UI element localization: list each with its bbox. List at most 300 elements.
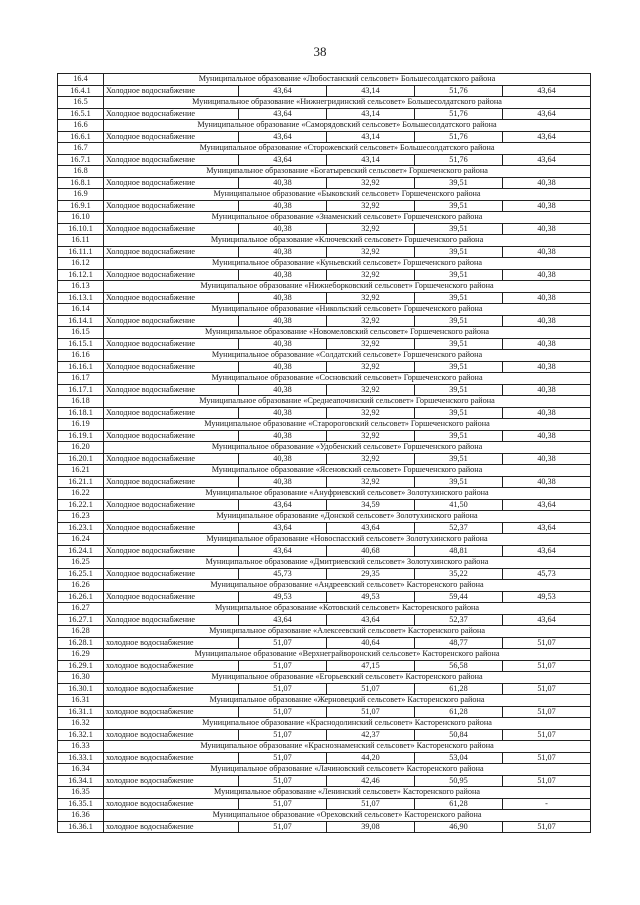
row-code: 16.34.1: [58, 775, 104, 787]
municipality-title: Муниципальное образование «Лачиновский сельсовет» Касторенского района: [104, 764, 591, 776]
municipality-title: Муниципальное образование «Ясеновский сельсовет» Горшеченского района: [104, 465, 591, 477]
section-code: 16.23: [58, 511, 104, 523]
municipality-row: [58, 649, 591, 661]
row-code: 16.32.1: [58, 729, 104, 741]
row-code: 16.12.1: [58, 269, 104, 281]
tariff-value: 32,92: [327, 292, 415, 304]
tariff-value: 51,07: [239, 637, 327, 649]
tariff-row: [58, 706, 591, 718]
municipality-title: Муниципальное образование «Новоспасский сельсовет» Золотухинского района: [104, 534, 591, 546]
tariff-value: 29,35: [327, 568, 415, 580]
tariff-row: [58, 752, 591, 764]
municipality-title: Муниципальное образование «Ленинский сельсовет» Касторенского района: [104, 787, 591, 799]
tariff-value: 43,64: [503, 614, 591, 626]
municipality-row: [58, 350, 591, 362]
service-name: Холодное водоснабжение: [104, 246, 239, 258]
municipality-row: [58, 189, 591, 201]
municipality-row: [58, 281, 591, 293]
tariff-value: 32,92: [327, 200, 415, 212]
municipality-row: [58, 166, 591, 178]
service-name: Холодное водоснабжение: [104, 223, 239, 235]
tariff-value: 32,92: [327, 407, 415, 419]
row-code: 16.21.1: [58, 476, 104, 488]
municipality-title: Муниципальное образование «Донской сельсовет» Золотухинского района: [104, 511, 591, 523]
service-name: Холодное водоснабжение: [104, 108, 239, 120]
municipality-row: [58, 511, 591, 523]
municipality-row: [58, 212, 591, 224]
row-code: 16.36.1: [58, 821, 104, 833]
tariff-value: 40,38: [503, 177, 591, 189]
section-code: 16.9: [58, 189, 104, 201]
tariff-row: [58, 292, 591, 304]
tariff-value: 51,07: [503, 637, 591, 649]
tariff-value: 39,51: [415, 315, 503, 327]
tariff-value: 40,38: [239, 269, 327, 281]
section-code: 16.19: [58, 419, 104, 431]
tariff-row: [58, 131, 591, 143]
service-name: холодное водоснабжение: [104, 821, 239, 833]
tariff-row: [58, 177, 591, 189]
tariff-value: 40,38: [503, 361, 591, 373]
tariff-value: 40,38: [239, 384, 327, 396]
municipality-title: Муниципальное образование «Богатыревский сельсовет» Горшеченского района: [104, 166, 591, 178]
section-code: 16.12: [58, 258, 104, 270]
tariff-value: 32,92: [327, 223, 415, 235]
row-code: 16.23.1: [58, 522, 104, 534]
tariff-value: 51,76: [415, 154, 503, 166]
row-code: 16.33.1: [58, 752, 104, 764]
municipality-title: Муниципальное образование «Алексеевский сельсовет» Касторенского района: [104, 626, 591, 638]
municipality-title: Муниципальное образование «Новомеловский сельсовет» Горшеченского района: [104, 327, 591, 339]
row-code: 16.9.1: [58, 200, 104, 212]
tariff-row: [58, 798, 591, 810]
tariff-row: [58, 85, 591, 97]
municipality-title: Муниципальное образование «Дмитриевский сельсовет» Золотухинского района: [104, 557, 591, 569]
section-code: 16.15: [58, 327, 104, 339]
municipality-title: Муниципальное образование «Ануфриевский сельсовет» Золотухинского района: [104, 488, 591, 500]
tariff-value: 40,38: [239, 453, 327, 465]
tariff-value: 40,38: [503, 430, 591, 442]
tariff-row: [58, 453, 591, 465]
tariff-value: 51,07: [239, 752, 327, 764]
tariff-value: 39,51: [415, 292, 503, 304]
row-code: 16.8.1: [58, 177, 104, 189]
section-code: 16.36: [58, 810, 104, 822]
tariff-value: 39,51: [415, 430, 503, 442]
tariff-value: 43,64: [239, 85, 327, 97]
tariff-value: 45,73: [503, 568, 591, 580]
tariff-value: 43,64: [239, 545, 327, 557]
tariff-row: [58, 568, 591, 580]
tariff-row: [58, 154, 591, 166]
municipality-title: Муниципальное образование «Ключевский сельсовет» Горшеченского района: [104, 235, 591, 247]
section-code: 16.18: [58, 396, 104, 408]
tariff-value: 51,07: [327, 706, 415, 718]
service-name: Холодное водоснабжение: [104, 453, 239, 465]
service-name: Холодное водоснабжение: [104, 476, 239, 488]
municipality-title: Муниципальное образование «Жерновецкий сельсовет» Касторенского района: [104, 695, 591, 707]
tariff-value: 50,95: [415, 775, 503, 787]
tariff-value: 51,07: [327, 683, 415, 695]
tariff-row: [58, 384, 591, 396]
row-code: 16.31.1: [58, 706, 104, 718]
service-name: Холодное водоснабжение: [104, 407, 239, 419]
municipality-row: [58, 603, 591, 615]
tariff-value: 49,53: [327, 591, 415, 603]
tariff-value: 32,92: [327, 269, 415, 281]
tariff-value: 43,64: [239, 154, 327, 166]
row-code: 16.17.1: [58, 384, 104, 396]
service-name: холодное водоснабжение: [104, 752, 239, 764]
tariff-value: 61,28: [415, 706, 503, 718]
tariff-value: 39,51: [415, 200, 503, 212]
municipality-title: Муниципальное образование «Никольский сельсовет» Горшеченского района: [104, 304, 591, 316]
tariff-row: [58, 269, 591, 281]
service-name: Холодное водоснабжение: [104, 430, 239, 442]
service-name: Холодное водоснабжение: [104, 200, 239, 212]
tariff-value: 43,64: [239, 499, 327, 511]
municipality-title: Муниципальное образование «Ореховский сельсовет» Касторенского района: [104, 810, 591, 822]
section-code: 16.5: [58, 97, 104, 109]
service-name: Холодное водоснабжение: [104, 522, 239, 534]
tariff-row: [58, 660, 591, 672]
tariff-row: [58, 614, 591, 626]
section-code: 16.32: [58, 718, 104, 730]
service-name: холодное водоснабжение: [104, 729, 239, 741]
row-code: 16.6.1: [58, 131, 104, 143]
tariff-value: 39,51: [415, 361, 503, 373]
tariff-value: 61,28: [415, 683, 503, 695]
tariff-value: 32,92: [327, 338, 415, 350]
tariff-value: 51,07: [503, 660, 591, 672]
tariff-row: [58, 637, 591, 649]
tariff-row: [58, 522, 591, 534]
tariff-value: 32,92: [327, 453, 415, 465]
tariff-value: 43,64: [503, 154, 591, 166]
service-name: холодное водоснабжение: [104, 660, 239, 672]
tariff-value: -: [503, 798, 591, 810]
tariff-value: 59,44: [415, 591, 503, 603]
tariff-value: 42,37: [327, 729, 415, 741]
tariff-value: 40,38: [239, 430, 327, 442]
tariff-value: 40,38: [503, 223, 591, 235]
tariff-value: 48,81: [415, 545, 503, 557]
tariff-value: 51,07: [239, 798, 327, 810]
section-code: 16.21: [58, 465, 104, 477]
tariff-value: 35,22: [415, 568, 503, 580]
tariff-row: [58, 338, 591, 350]
tariff-value: 51,07: [239, 775, 327, 787]
row-code: 16.28.1: [58, 637, 104, 649]
tariff-value: 34,59: [327, 499, 415, 511]
tariff-value: 41,50: [415, 499, 503, 511]
tariff-value: 43,14: [327, 131, 415, 143]
section-code: 16.34: [58, 764, 104, 776]
municipality-row: [58, 419, 591, 431]
tariff-value: 40,68: [327, 545, 415, 557]
tariff-value: 40,38: [503, 407, 591, 419]
section-code: 16.14: [58, 304, 104, 316]
section-code: 16.16: [58, 350, 104, 362]
service-name: Холодное водоснабжение: [104, 154, 239, 166]
section-code: 16.26: [58, 580, 104, 592]
municipality-title: Муниципальное образование «Нижнегридинский сельсовет» Большесолдатского района: [104, 97, 591, 109]
section-code: 16.22: [58, 488, 104, 500]
tariff-value: 49,53: [239, 591, 327, 603]
service-name: холодное водоснабжение: [104, 775, 239, 787]
tariff-row: [58, 407, 591, 419]
municipality-title: Муниципальное образование «Солдатский сельсовет» Горшеченского района: [104, 350, 591, 362]
tariff-table: [57, 73, 591, 833]
service-name: Холодное водоснабжение: [104, 338, 239, 350]
tariff-value: 40,38: [503, 338, 591, 350]
tariff-value: 32,92: [327, 430, 415, 442]
municipality-title: Муниципальное образование «Саморядовский сельсовет» Большесолдатского района: [104, 120, 591, 132]
municipality-row: [58, 74, 591, 86]
tariff-row: [58, 315, 591, 327]
service-name: Холодное водоснабжение: [104, 177, 239, 189]
municipality-row: [58, 465, 591, 477]
tariff-value: 43,64: [503, 545, 591, 557]
tariff-value: 32,92: [327, 246, 415, 258]
section-code: 16.11: [58, 235, 104, 247]
service-name: холодное водоснабжение: [104, 798, 239, 810]
row-code: 16.10.1: [58, 223, 104, 235]
section-code: 16.10: [58, 212, 104, 224]
service-name: Холодное водоснабжение: [104, 269, 239, 281]
municipality-row: [58, 97, 591, 109]
tariff-value: 51,07: [503, 752, 591, 764]
municipality-title: Муниципальное образование «Сторожевский сельсовет» Большесолдатского района: [104, 143, 591, 155]
tariff-row: [58, 476, 591, 488]
tariff-value: 40,38: [503, 200, 591, 212]
row-code: 16.5.1: [58, 108, 104, 120]
municipality-row: [58, 373, 591, 385]
tariff-value: 49,53: [503, 591, 591, 603]
tariff-value: 39,51: [415, 384, 503, 396]
municipality-title: Муниципальное образование «Котовский сельсовет» Касторенского района: [104, 603, 591, 615]
tariff-value: 51,07: [327, 798, 415, 810]
tariff-value: 40,38: [239, 476, 327, 488]
row-code: 16.13.1: [58, 292, 104, 304]
municipality-row: [58, 672, 591, 684]
municipality-row: [58, 327, 591, 339]
tariff-value: 42,46: [327, 775, 415, 787]
service-name: холодное водоснабжение: [104, 706, 239, 718]
tariff-value: 43,64: [239, 131, 327, 143]
row-code: 16.30.1: [58, 683, 104, 695]
municipality-row: [58, 258, 591, 270]
tariff-value: 52,37: [415, 614, 503, 626]
tariff-value: 52,37: [415, 522, 503, 534]
tariff-value: 39,51: [415, 476, 503, 488]
row-code: 16.26.1: [58, 591, 104, 603]
municipality-row: [58, 120, 591, 132]
municipality-row: [58, 143, 591, 155]
tariff-value: 39,51: [415, 269, 503, 281]
tariff-value: 48,77: [415, 637, 503, 649]
tariff-value: 51,07: [503, 683, 591, 695]
tariff-value: 40,38: [239, 407, 327, 419]
tariff-value: 40,38: [239, 292, 327, 304]
tariff-value: 32,92: [327, 315, 415, 327]
tariff-value: 40,38: [239, 361, 327, 373]
tariff-value: 51,07: [239, 660, 327, 672]
tariff-value: 40,38: [503, 315, 591, 327]
municipality-title: Муниципальное образование «Егорьевский сельсовет» Касторенского района: [104, 672, 591, 684]
municipality-title: Муниципальное образование «Среднеапочинский сельсовет» Горшеченского района: [104, 396, 591, 408]
tariff-value: 51,07: [503, 775, 591, 787]
tariff-value: 43,64: [503, 85, 591, 97]
tariff-row: [58, 775, 591, 787]
tariff-row: [58, 591, 591, 603]
municipality-title: Муниципальное образование «Удобенский сельсовет» Горшеченского района: [104, 442, 591, 454]
service-name: Холодное водоснабжение: [104, 568, 239, 580]
section-code: 16.25: [58, 557, 104, 569]
municipality-row: [58, 235, 591, 247]
municipality-row: [58, 764, 591, 776]
tariff-row: [58, 108, 591, 120]
municipality-title: Муниципальное образование «Нижнеборковский сельсовет» Горшеченского района: [104, 281, 591, 293]
section-code: 16.17: [58, 373, 104, 385]
tariff-value: 43,64: [327, 614, 415, 626]
tariff-value: 43,64: [503, 522, 591, 534]
tariff-value: 51,07: [503, 706, 591, 718]
service-name: Холодное водоснабжение: [104, 85, 239, 97]
section-code: 16.13: [58, 281, 104, 293]
tariff-value: 43,64: [239, 614, 327, 626]
tariff-value: 40,38: [503, 384, 591, 396]
tariff-row: [58, 729, 591, 741]
service-name: Холодное водоснабжение: [104, 614, 239, 626]
section-code: 16.35: [58, 787, 104, 799]
tariff-value: 44,20: [327, 752, 415, 764]
row-code: 16.15.1: [58, 338, 104, 350]
tariff-row: [58, 223, 591, 235]
tariff-value: 32,92: [327, 384, 415, 396]
tariff-value: 40,38: [239, 246, 327, 258]
section-code: 16.29: [58, 649, 104, 661]
tariff-value: 43,64: [503, 499, 591, 511]
section-code: 16.7: [58, 143, 104, 155]
tariff-value: 40,38: [503, 246, 591, 258]
municipality-title: Муниципальное образование «Краснознаменский сельсовет» Касторенского района: [104, 741, 591, 753]
municipality-title: Муниципальное образование «Андреевский сельсовет» Касторенского района: [104, 580, 591, 592]
tariff-row: [58, 200, 591, 212]
service-name: Холодное водоснабжение: [104, 384, 239, 396]
municipality-title: Муниципальное образование «Верхнеграйворонский сельсовет» Касторенского района: [104, 649, 591, 661]
section-code: 16.31: [58, 695, 104, 707]
service-name: Холодное водоснабжение: [104, 499, 239, 511]
section-code: 16.20: [58, 442, 104, 454]
tariff-value: 43,64: [327, 522, 415, 534]
row-code: 16.18.1: [58, 407, 104, 419]
row-code: 16.35.1: [58, 798, 104, 810]
service-name: Холодное водоснабжение: [104, 591, 239, 603]
tariff-row: [58, 545, 591, 557]
municipality-title: Муниципальное образование «Быковский сельсовет» Горшеченского района: [104, 189, 591, 201]
tariff-value: 51,76: [415, 108, 503, 120]
municipality-title: Муниципальное образование «Краснодолинский сельсовет» Касторенского района: [104, 718, 591, 730]
tariff-value: 32,92: [327, 177, 415, 189]
tariff-value: 40,38: [503, 476, 591, 488]
section-code: 16.33: [58, 741, 104, 753]
tariff-value: 39,51: [415, 453, 503, 465]
section-code: 16.6: [58, 120, 104, 132]
tariff-value: 51,07: [239, 683, 327, 695]
municipality-title: Муниципальное образование «Любостанский сельсовет» Большесолдатского района: [104, 74, 591, 86]
tariff-value: 39,51: [415, 246, 503, 258]
tariff-value: 40,38: [239, 177, 327, 189]
municipality-row: [58, 534, 591, 546]
row-code: 16.14.1: [58, 315, 104, 327]
tariff-value: 39,51: [415, 223, 503, 235]
tariff-value: 51,76: [415, 131, 503, 143]
tariff-value: 40,38: [239, 200, 327, 212]
row-code: 16.25.1: [58, 568, 104, 580]
municipality-row: [58, 396, 591, 408]
row-code: 16.29.1: [58, 660, 104, 672]
service-name: холодное водоснабжение: [104, 683, 239, 695]
tariff-value: 32,92: [327, 361, 415, 373]
service-name: Холодное водоснабжение: [104, 361, 239, 373]
service-name: Холодное водоснабжение: [104, 292, 239, 304]
tariff-row: [58, 821, 591, 833]
municipality-title: Муниципальное образование «Куньевский сельсовет» Горшеченского района: [104, 258, 591, 270]
service-name: Холодное водоснабжение: [104, 315, 239, 327]
tariff-value: 43,14: [327, 154, 415, 166]
page-number: 38: [313, 44, 327, 59]
tariff-row: [58, 361, 591, 373]
tariff-value: 40,64: [327, 637, 415, 649]
municipality-row: [58, 488, 591, 500]
tariff-value: 50,84: [415, 729, 503, 741]
service-name: Холодное водоснабжение: [104, 131, 239, 143]
section-code: 16.30: [58, 672, 104, 684]
row-code: 16.22.1: [58, 499, 104, 511]
municipality-title: Муниципальное образование «Сосновский сельсовет» Горшеченского района: [104, 373, 591, 385]
tariff-value: 43,64: [503, 108, 591, 120]
tariff-value: 39,51: [415, 407, 503, 419]
tariff-value: 46,90: [415, 821, 503, 833]
section-code: 16.4: [58, 74, 104, 86]
municipality-row: [58, 695, 591, 707]
tariff-value: 39,51: [415, 177, 503, 189]
tariff-row: [58, 246, 591, 258]
row-code: 16.24.1: [58, 545, 104, 557]
tariff-value: 51,07: [239, 821, 327, 833]
tariff-value: 51,07: [503, 821, 591, 833]
tariff-row: [58, 683, 591, 695]
row-code: 16.4.1: [58, 85, 104, 97]
municipality-row: [58, 442, 591, 454]
municipality-row: [58, 741, 591, 753]
section-code: 16.27: [58, 603, 104, 615]
row-code: 16.11.1: [58, 246, 104, 258]
tariff-value: 51,76: [415, 85, 503, 97]
municipality-title: Муниципальное образование «Старороговский сельсовет» Горшеченского района: [104, 419, 591, 431]
tariff-value: 47,15: [327, 660, 415, 672]
tariff-value: 43,64: [503, 131, 591, 143]
tariff-value: 40,38: [239, 338, 327, 350]
tariff-value: 43,14: [327, 85, 415, 97]
tariff-table-body: [58, 74, 591, 833]
row-code: 16.7.1: [58, 154, 104, 166]
tariff-value: 40,38: [239, 223, 327, 235]
tariff-value: 40,38: [503, 269, 591, 281]
tariff-value: 51,07: [239, 729, 327, 741]
section-code: 16.8: [58, 166, 104, 178]
